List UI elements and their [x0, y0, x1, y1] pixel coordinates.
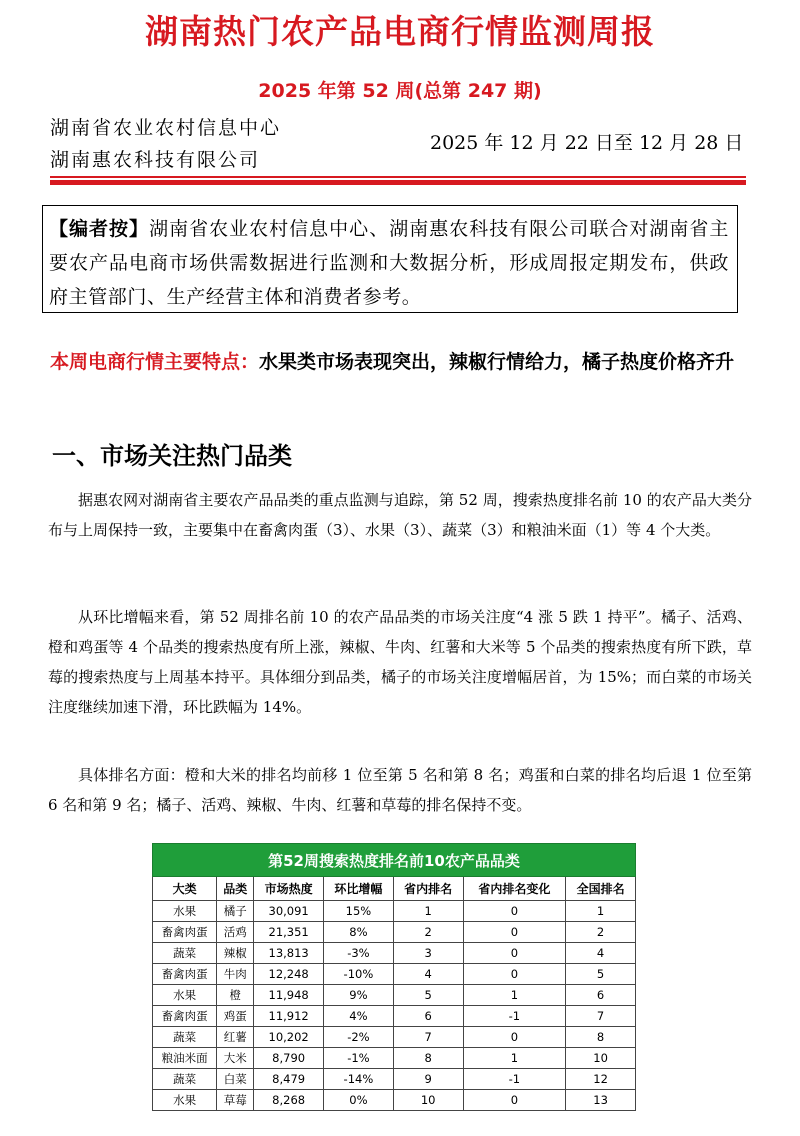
ranking-table — [152, 843, 636, 1111]
table-cell: 5 — [566, 964, 636, 985]
table-header-cell: 全国排名 — [566, 877, 636, 901]
table-cell: 8% — [324, 922, 394, 943]
table-cell: 11,948 — [254, 985, 324, 1006]
report-title: 湖南热门农产品电商行情监测周报 — [145, 12, 655, 51]
table-row — [153, 985, 636, 1006]
table-cell: 8,790 — [254, 1048, 324, 1069]
table-cell: 10,202 — [254, 1027, 324, 1048]
table-cell: 蔬菜 — [153, 1027, 217, 1048]
table-header-cell: 省内排名变化 — [463, 877, 566, 901]
table-cell: 6 — [566, 985, 636, 1006]
table-cell: -1 — [463, 1069, 566, 1090]
table-cell: 1 — [463, 985, 566, 1006]
table-header-cell: 省内排名 — [393, 877, 463, 901]
table-cell: 水果 — [153, 1090, 217, 1111]
table-row — [153, 1006, 636, 1027]
table-cell: -2% — [324, 1027, 394, 1048]
table-cell: 1 — [463, 1048, 566, 1069]
table-body — [153, 901, 636, 1111]
table-cell: 畜禽肉蛋 — [153, 964, 217, 985]
features-label: 本周电商行情主要特点： — [50, 351, 260, 373]
table-cell: 13,813 — [254, 943, 324, 964]
table-cell: 蔬菜 — [153, 943, 217, 964]
table-row — [153, 943, 636, 964]
weekly-features — [28, 334, 768, 390]
table-cell: 红薯 — [217, 1027, 254, 1048]
section-heading: 一、市场关注热门品类 — [52, 442, 292, 470]
table-cell: 4 — [566, 943, 636, 964]
table-cell: 畜禽肉蛋 — [153, 922, 217, 943]
table-row — [153, 1048, 636, 1069]
table-cell: 21,351 — [254, 922, 324, 943]
table-header-cell: 大类 — [153, 877, 217, 901]
issue-number: 2025 年第 52 周(总第 247 期) — [258, 80, 542, 102]
table-cell: 8 — [566, 1027, 636, 1048]
table-row — [153, 964, 636, 985]
table-cell: 10 — [566, 1048, 636, 1069]
table-cell: 7 — [566, 1006, 636, 1027]
table-cell: 11,912 — [254, 1006, 324, 1027]
table-header-cell: 市场热度 — [254, 877, 324, 901]
table-cell: 橙 — [217, 985, 254, 1006]
table-header-cell: 品类 — [217, 877, 254, 901]
table-cell: 畜禽肉蛋 — [153, 1006, 217, 1027]
table-row — [153, 901, 636, 922]
editor-note-tag: 【编者按】 — [49, 218, 150, 240]
table-cell: 30,091 — [254, 901, 324, 922]
table-cell: -10% — [324, 964, 394, 985]
table-cell: 5 — [393, 985, 463, 1006]
table-header-row — [153, 877, 636, 901]
org-name-2: 湖南惠农科技有限公司 — [50, 149, 261, 171]
table-cell: 白菜 — [217, 1069, 254, 1090]
table-cell: 0 — [463, 1090, 566, 1111]
paragraph-3: 具体排名方面：橙和大米的排名均前移 1 位至第 5 名和第 8 名；鸡蛋和白菜的排名均后退 1 位至第 6 名和第 9 名；橘子、活鸡、辣椒、牛肉、红薯和草莓的排名保持不变。 — [48, 766, 752, 814]
table-cell: 2 — [393, 922, 463, 943]
table-cell: 0 — [463, 922, 566, 943]
table-cell: 8,479 — [254, 1069, 324, 1090]
table-cell: -14% — [324, 1069, 394, 1090]
table-cell: 1 — [393, 901, 463, 922]
table-caption: 第52周搜索热度排名前10农产品品类 — [153, 844, 636, 877]
header-divider-thick — [50, 180, 746, 185]
table-cell: 水果 — [153, 985, 217, 1006]
features-text: 水果类市场表现突出，辣椒行情给力，橘子热度价格齐升 — [259, 351, 735, 373]
header-divider-thin — [50, 176, 746, 178]
table-cell: 7 — [393, 1027, 463, 1048]
table-cell: -1% — [324, 1048, 394, 1069]
paragraph-2: 从环比增幅来看，第 52 周排名前 10 的农产品品类的市场关注度“4 涨 5 跌 1 持平”。橘子、活鸡、橙和鸡蛋等 4 个品类的搜索热度有所上涨，辣椒、牛肉、红薯和大米等 5 个品类的搜索热度有所下跌，草莓的搜索热度与上周基本持平。具体细分到品类，橘子的市场关注度增幅居首，为 15%；而白菜的市场关注度继续加速下滑，环比跌幅为 14%。 — [48, 608, 752, 716]
table-cell: 大米 — [217, 1048, 254, 1069]
table-cell: 8,268 — [254, 1090, 324, 1111]
date-range: 2025 年 12 月 22 日至 12 月 28 日 — [430, 132, 744, 154]
table-cell: 12 — [566, 1069, 636, 1090]
table-row — [153, 922, 636, 943]
table-cell: 9% — [324, 985, 394, 1006]
table-cell: -3% — [324, 943, 394, 964]
editor-note-text: 湖南省农业农村信息中心、湖南惠农科技有限公司联合对湖南省主要农产品电商市场供需数据进行监测和大数据分析，形成周报定期发布，供政府主管部门、生产经营主体和消费者参考。 — [49, 218, 729, 308]
table-cell: 1 — [566, 901, 636, 922]
table-cell: 6 — [393, 1006, 463, 1027]
table-cell: 0 — [463, 1027, 566, 1048]
table-cell: 橘子 — [217, 901, 254, 922]
table-cell: 牛肉 — [217, 964, 254, 985]
table-cell: 3 — [393, 943, 463, 964]
table-cell: 12,248 — [254, 964, 324, 985]
table-cell: 0 — [463, 964, 566, 985]
table-row — [153, 1027, 636, 1048]
table-cell: -1 — [463, 1006, 566, 1027]
table-cell: 辣椒 — [217, 943, 254, 964]
table-cell: 8 — [393, 1048, 463, 1069]
table-row — [153, 1069, 636, 1090]
table-cell: 草莓 — [217, 1090, 254, 1111]
table-cell: 活鸡 — [217, 922, 254, 943]
table-row — [153, 1090, 636, 1111]
table-cell: 0 — [463, 943, 566, 964]
table-cell: 蔬菜 — [153, 1069, 217, 1090]
table-cell: 鸡蛋 — [217, 1006, 254, 1027]
table-cell: 0 — [463, 901, 566, 922]
table-cell: 粮油米面 — [153, 1048, 217, 1069]
paragraph-1: 据惠农网对湖南省主要农产品品类的重点监测与追踪，第 52 周，搜索热度排名前 10 的农产品大类分布与上周保持一致，主要集中在畜禽肉蛋（3）、水果（3）、蔬菜（3）和粮油米面（1）等 4 个大类。 — [48, 491, 752, 539]
table-cell: 2 — [566, 922, 636, 943]
table-cell: 水果 — [153, 901, 217, 922]
table-cell: 4% — [324, 1006, 394, 1027]
table-cell: 4 — [393, 964, 463, 985]
table-header-cell: 环比增幅 — [324, 877, 394, 901]
table-cell: 13 — [566, 1090, 636, 1111]
table-cell: 15% — [324, 901, 394, 922]
table-cell: 10 — [393, 1090, 463, 1111]
org-name-1: 湖南省农业农村信息中心 — [50, 117, 282, 139]
table-cell: 9 — [393, 1069, 463, 1090]
table-cell: 0% — [324, 1090, 394, 1111]
editor-note-box — [42, 205, 738, 313]
